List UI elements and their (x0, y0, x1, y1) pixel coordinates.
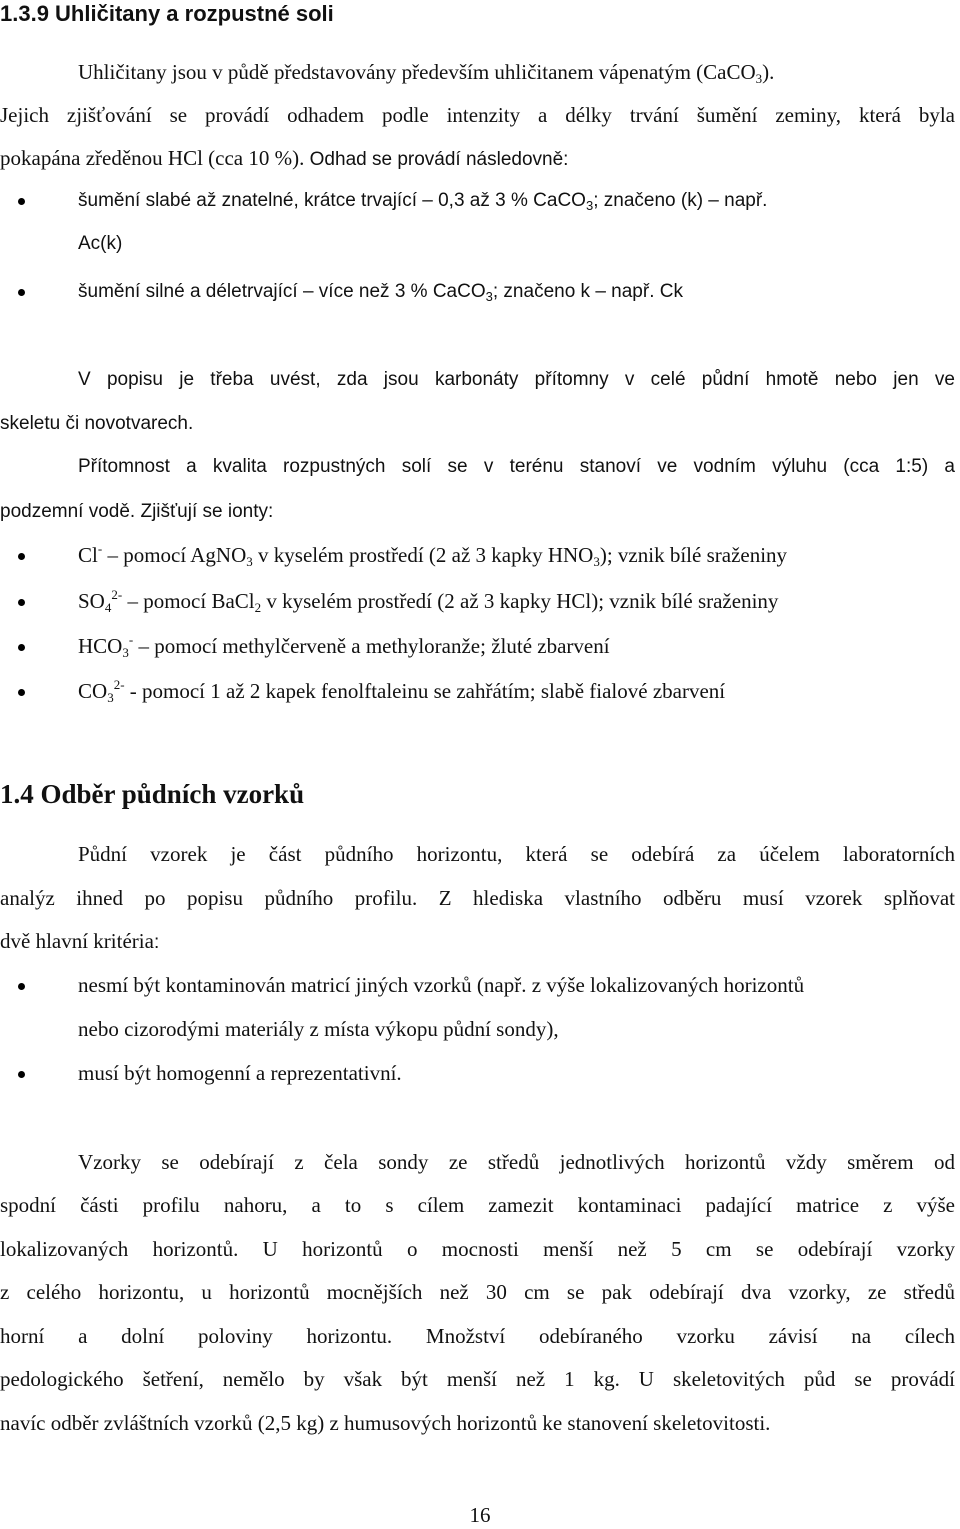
text: z výše lokalizovaných horizontů (526, 973, 805, 997)
text: šumění slabé až znatelné, krátce trvající – 0,3 až 3 % CaCO (78, 190, 586, 211)
text: – pomocí BaCl (122, 589, 255, 613)
subscript: 3 (485, 289, 493, 304)
paragraph-line: Půdní vzorek je část půdního horizontu, která se odebírá za účelem laboratorních (78, 842, 955, 866)
paragraph-line: Vzorky se odebírají z čela sondy ze středů jednotlivých horizontů vždy směrem od (78, 1150, 955, 1174)
subscript: 3 (585, 198, 594, 213)
text: ; značeno (k) – např. (593, 190, 768, 211)
paragraph-line: skeletu či novotvarech. (0, 413, 194, 434)
subscript: 3 (122, 645, 129, 660)
text: SO (78, 589, 105, 613)
ion-item (78, 587, 778, 615)
paragraph-line: z celého horizontu, u horizontů mocnějších než 30 cm se pak odebírají dva vzorky, ze středů (0, 1280, 955, 1304)
text: – pomocí AgNO (102, 543, 247, 567)
section-heading: 1.3.9 Uhličitany a rozpustné soli (0, 1, 334, 26)
subscript: 3 (246, 554, 253, 569)
superscript: 2- (113, 677, 125, 692)
bullet-icon (18, 1071, 25, 1078)
text: Zjišťují se ionty: (135, 501, 274, 522)
ion-item (78, 677, 725, 705)
page-number: 16 (469, 1503, 491, 1527)
ion-item (78, 541, 787, 569)
paragraph-line: spodní části profilu nahoru, a to s cílem zamezit kontaminaci padající matrice z výše (0, 1193, 955, 1217)
bullet-icon (18, 983, 25, 990)
paragraph-line: Přítomnost a kvalita rozpustných solí se v terénu stanoví ve vodním výluhu (cca 1:5) a (78, 456, 955, 477)
subscript: 3 (107, 690, 114, 705)
section-heading: 1.4 Odběr půdních vzorků (0, 779, 305, 809)
list-item (78, 187, 767, 215)
text: Uhličitany jsou v půdě představovány především uhličitanem vápenatým (CaCO (78, 60, 756, 84)
bullet-icon (18, 644, 25, 651)
text: HCO (78, 634, 123, 658)
subscript: 2 (254, 600, 262, 615)
text: ). (762, 60, 775, 84)
text: - pomocí 1 až 2 kapek fenolftaleinu se zahřátím; slabě fialové zbarvení (124, 679, 726, 703)
text: v kyselém prostředí (2 až 3 kapky HNO (252, 543, 594, 567)
text: CO (78, 679, 108, 703)
paragraph-line: Jejich zjišťování se provádí odhadem podle intenzity a délky trvání šumění zeminy, která byla (0, 103, 955, 127)
text: Cl (78, 543, 98, 567)
paragraph-line: pedologického šetření, nemělo by však být menší než 1 kg. U skeletovitých půd se provádí (0, 1367, 955, 1391)
list-item (78, 971, 804, 999)
paragraph-line (0, 496, 273, 526)
list-item-continuation: nebo cizorodými materiály z místa výkopu půdní sondy), (78, 1017, 559, 1041)
paragraph-line (0, 884, 955, 912)
bullet-icon (18, 198, 25, 205)
list-item: musí být homogenní a reprezentativní. (78, 1061, 402, 1085)
superscript: 2- (111, 587, 123, 602)
paragraph-line: navíc odběr zvláštních vzorků (2,5 kg) z humusových horizontů ke stanovení skeletovitosti. (0, 1411, 771, 1435)
list-item (78, 278, 683, 306)
text: – pomocí methylčerveně a methyloranže; žluté zbarvení (133, 634, 610, 658)
paragraph-line (78, 58, 774, 86)
text: Odhad se provádí následovně: (304, 149, 569, 170)
subscript: 3 (755, 71, 763, 86)
bullet-icon (18, 553, 25, 560)
bullet-icon (18, 599, 25, 606)
paragraph-line: lokalizovaných horizontů. U horizontů o mocnosti menší než 5 cm se odebírají vzorky (0, 1237, 955, 1261)
paragraph-line: horní a dolní poloviny horizontu. Množství odebíraného vzorku závisí na cílech (0, 1324, 955, 1348)
text: ); vznik bílé sraženiny (599, 543, 788, 567)
ion-item (78, 632, 610, 660)
paragraph-line: V popisu je třeba uvést, zda jsou karbonáty přítomny v celé půdní hmotě nebo jen ve (78, 369, 955, 390)
text: ; značeno k – např. Ck (492, 281, 683, 302)
text: v kyselém prostředí (2 až 3 kapky HCl); vznik bílé sraženiny (261, 589, 779, 613)
paragraph-line (0, 144, 568, 174)
bullet-icon (18, 689, 25, 696)
subscript: 4 (104, 600, 112, 615)
text: pokapána zředěnou HCl (cca 10 %). (0, 146, 305, 170)
superscript: - (97, 541, 103, 556)
text: nesmí být kontaminován matricí jiných vzorků (např. (78, 973, 527, 997)
text: dvě hlavní kritéria (0, 929, 154, 953)
text: šumění silné a déletrvající – více než 3 % CaCO (78, 281, 486, 302)
superscript: - (128, 632, 134, 647)
text: analýz ihned po popisu půdního profilu. (0, 886, 418, 910)
subscript: 3 (593, 554, 600, 569)
text: Z hlediska vlastního odběru musí vzorek splňovat (417, 886, 955, 910)
text: : (153, 932, 160, 953)
paragraph-line (0, 927, 159, 957)
bullet-icon (18, 289, 25, 296)
list-item-continuation: Ac(k) (78, 233, 123, 254)
text: podzemní vodě. (0, 501, 136, 522)
